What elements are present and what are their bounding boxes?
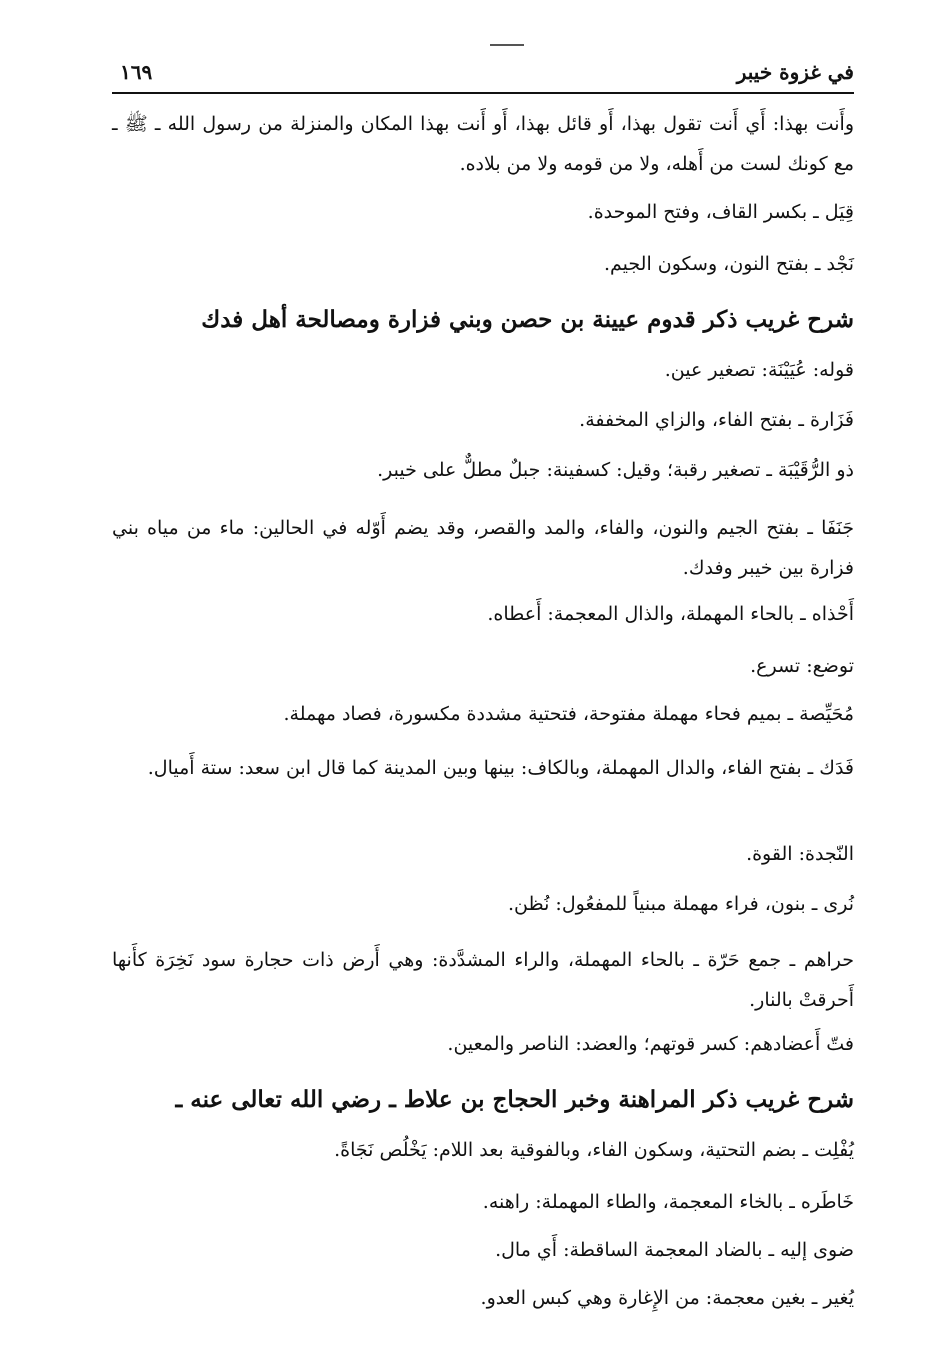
entry-yughir: يُغير ـ بغين معجمة: من الإِغارة وهي كبس العدو.: [480, 1287, 854, 1309]
entry-fadak: فَدَك ـ بفتح الفاء، والدال المهملة، وبالكاف: بينها وبين المدينة كما قال ابن سعد: ستة أَميال.: [147, 757, 854, 779]
entry-yuflit: يُفْلِت ـ بضم التحتية، وسكون الفاء، وبالفوقية بعد اللام: يَخْلُص نَجَاةً.: [334, 1139, 854, 1161]
section-heading-uyaynah: شرح غريب ذكر قدوم عيينة بن حصن وبني فزارة ومصالحة أهل فدك: [201, 306, 854, 333]
section-heading-murahanah: شرح غريب ذكر المراهنة وخبر الحجاج بن علاط ـ رضي الله تعالى عنه ـ: [175, 1086, 854, 1113]
entry-dawa-ilayh: ضوى إليه ـ بالضاد المعجمة الساقطة: أَي مال.: [495, 1239, 854, 1261]
entry-dhu-al-ruqaybah: ذو الرُّقَيْبَة ـ تصغير رقبة؛ وقيل: كسفينة: جبلٌ مطلٌّ على خيبر.: [377, 459, 854, 481]
entry-muhayyisah: مُحَيِّصة ـ بميم فحاء مهملة مفتوحة، فتحتية مشددة مكسورة، فصاد مهملة.: [283, 703, 854, 725]
entry-tawda: توضع: تسرع.: [750, 655, 854, 677]
entry-fatta-adadahum: فتّ أَعضادهم: كسر قوتهم؛ والعضد: الناصر والمعين.: [447, 1033, 854, 1055]
entry-khatarahu: خَاطَره ـ بالخاء المعجمة، والطاء المهملة: راهنه.: [482, 1191, 854, 1213]
entry-ahdhahu: أَحْذاه ـ بالحاء المهملة، والذال المعجمة: أَعطاه.: [487, 603, 854, 625]
entry-najdah: النّجدة: القوة.: [746, 843, 854, 865]
paragraph-explanation-anta-bihadha: وأَنت بهذا: أَي أَنت تقول بهذا، أَو قائل بهذا، أَو أَنت بهذا المكان والمنزلة من رسول الله ـ ﷺ ـ مع كونك لست من أَهله، ولا من قومه ولا من بلاده.: [112, 113, 854, 175]
page-header: [112, 56, 854, 94]
page-number: ١٦٩: [120, 60, 153, 84]
entry-nura: نُرى ـ بنون، فراء مهملة مبنياً للمفعُول: نُظن.: [508, 893, 854, 915]
running-title: في غزوة خيبر: [736, 60, 854, 84]
entry-janafa: جَنَفَا ـ بفتح الجيم والنون، والفاء، والمد والقصر، وقد يضم أَوّله في الحالين: ماء من مياه بني فزارة بين خيبر وفدك.: [112, 517, 854, 579]
entry-qibal: قِيَل ـ بكسر القاف، وفتح الموحدة.: [587, 201, 854, 223]
entry-fazarah: فَزَارة ـ بفتح الفاء، والزاي المخففة.: [579, 409, 854, 431]
entry-hiraham: حراهم ـ جمع حَرّة ـ بالحاء المهملة، والراء المشدَّدة: وهي أَرض ذات حجارة سود نَخِرَة كأَنها أَحرقتْ بالنار.: [112, 949, 854, 1011]
entry-uyaynah: قوله: عُيَيْنَة: تصغير عين.: [664, 359, 854, 381]
entry-najd: نَجْد ـ بفتح النون، وسكون الجيم.: [604, 253, 854, 275]
page-top-mark: [490, 44, 524, 46]
